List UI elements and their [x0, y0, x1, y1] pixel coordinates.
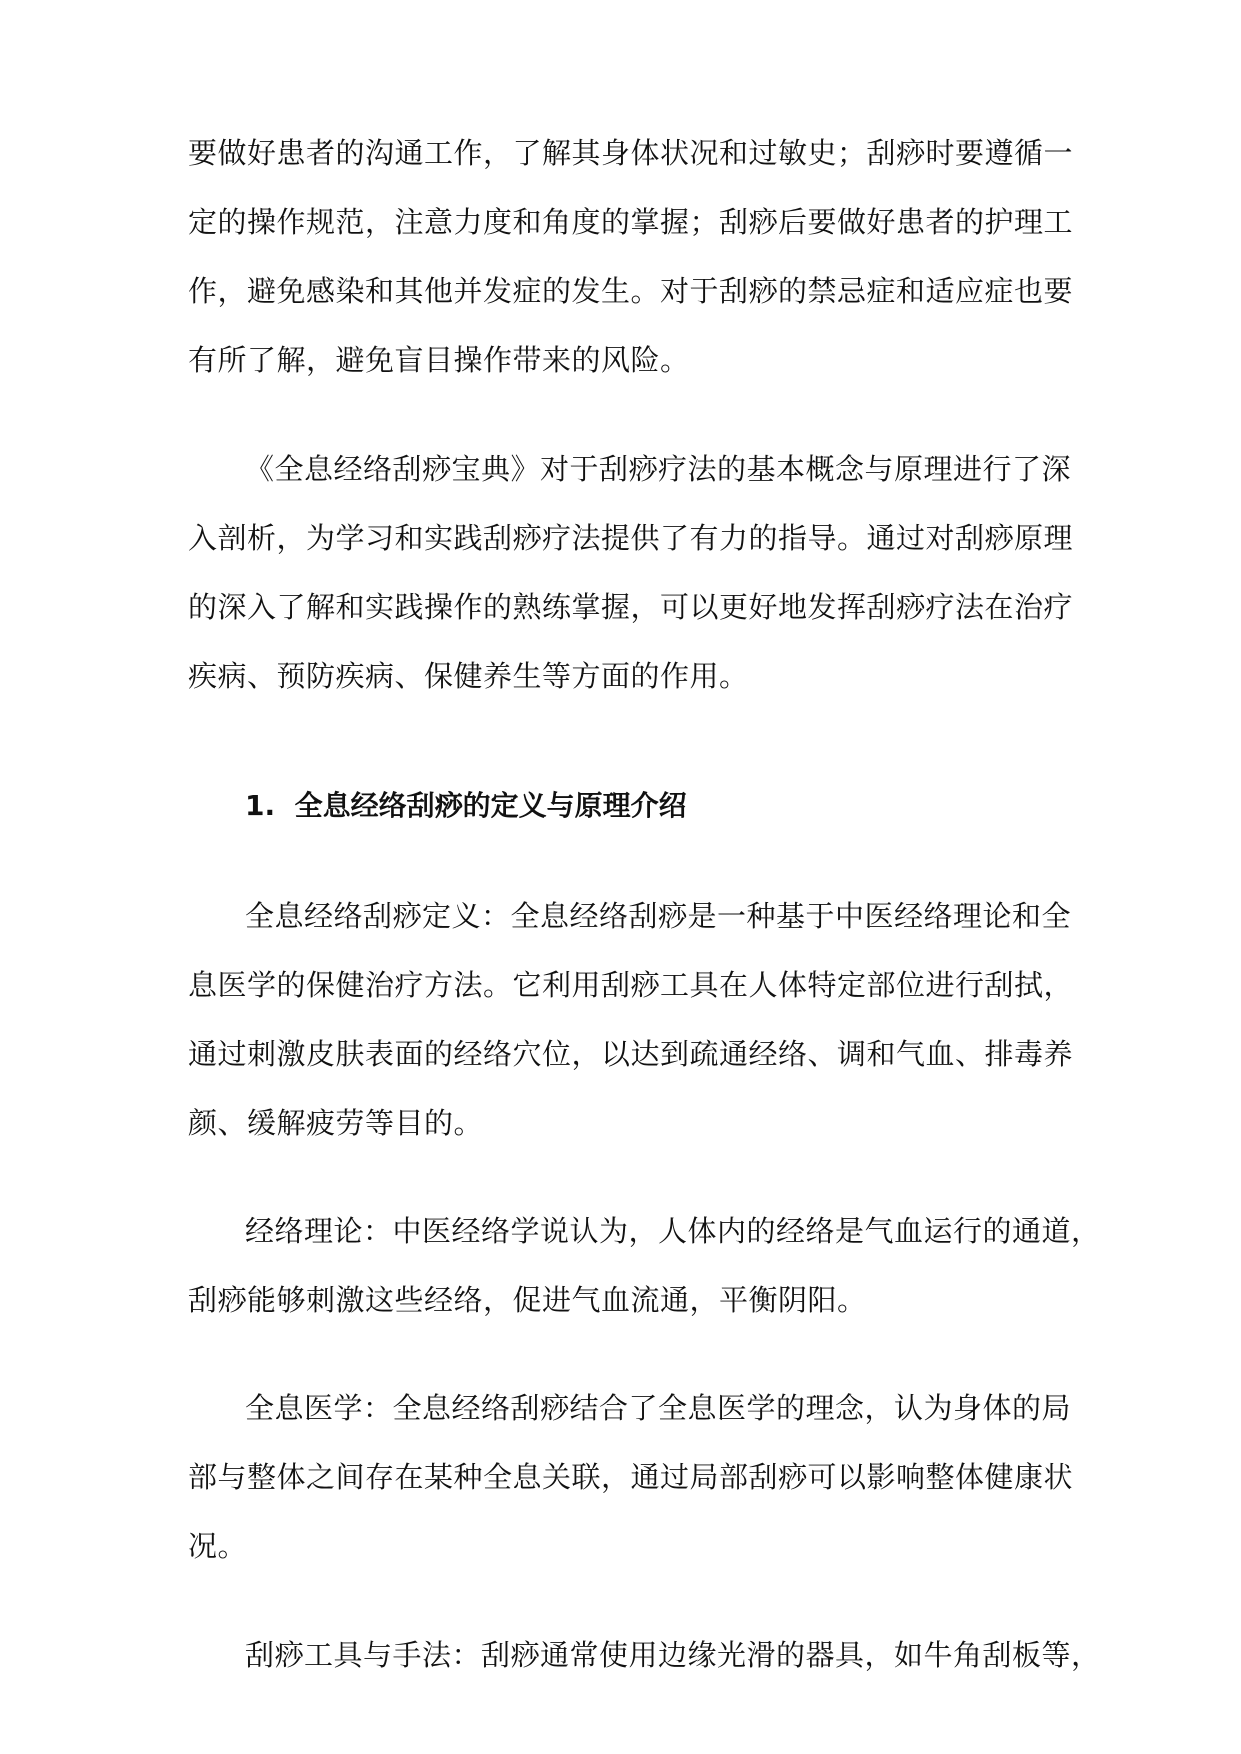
paragraph-line: 颜、缓解疲劳等目的。 [188, 1106, 484, 1140]
section-number: 1. [245, 789, 276, 822]
paragraph-line: 息医学的保健治疗方法。它利用刮痧工具在人体特定部位进行刮拭， [188, 968, 1074, 1002]
paragraph-line: 全息经络刮痧定义：全息经络刮痧是一种基于中医经络理论和全 [245, 899, 1072, 933]
paragraph-line: 的深入了解和实践操作的熟练掌握，可以更好地发挥刮痧疗法在治疗 [188, 590, 1074, 624]
paragraph-line: 部与整体之间存在某种全息关联，通过局部刮痧可以影响整体健康状 [188, 1460, 1074, 1494]
paragraph-line: 定的操作规范，注意力度和角度的掌握；刮痧后要做好患者的护理工 [188, 205, 1074, 239]
paragraph-line: 通过刺激皮肤表面的经络穴位，以达到疏通经络、调和气血、排毒养 [188, 1037, 1074, 1071]
section-title: 全息经络刮痧的定义与原理介绍 [294, 789, 687, 822]
paragraph-line: 有所了解，避免盲目操作带来的风险。 [188, 343, 690, 377]
paragraph-line: 《全息经络刮痧宝典》对于刮痧疗法的基本概念与原理进行了深 [245, 452, 1072, 486]
paragraph-line: 疾病、预防疾病、保健养生等方面的作用。 [188, 659, 749, 693]
paragraph-line: 作，避免感染和其他并发症的发生。对于刮痧的禁忌症和适应症也要 [188, 274, 1074, 308]
paragraph-line: 刮痧能够刺激这些经络，促进气血流通，平衡阴阳。 [188, 1283, 867, 1317]
paragraph-line: 要做好患者的沟通工作，了解其身体状况和过敏史；刮痧时要遵循一 [188, 136, 1074, 170]
paragraph-line: 刮痧工具与手法：刮痧通常使用边缘光滑的器具，如牛角刮板等， [245, 1638, 1101, 1672]
paragraph-line: 经络理论：中医经络学说认为，人体内的经络是气血运行的通道， [245, 1214, 1101, 1248]
section-heading [245, 781, 1058, 831]
paragraph-line: 全息医学：全息经络刮痧结合了全息医学的理念，认为身体的局 [245, 1391, 1072, 1425]
paragraph-line: 况。 [188, 1529, 248, 1563]
paragraph-line: 入剖析，为学习和实践刮痧疗法提供了有力的指导。通过对刮痧原理 [188, 521, 1074, 555]
